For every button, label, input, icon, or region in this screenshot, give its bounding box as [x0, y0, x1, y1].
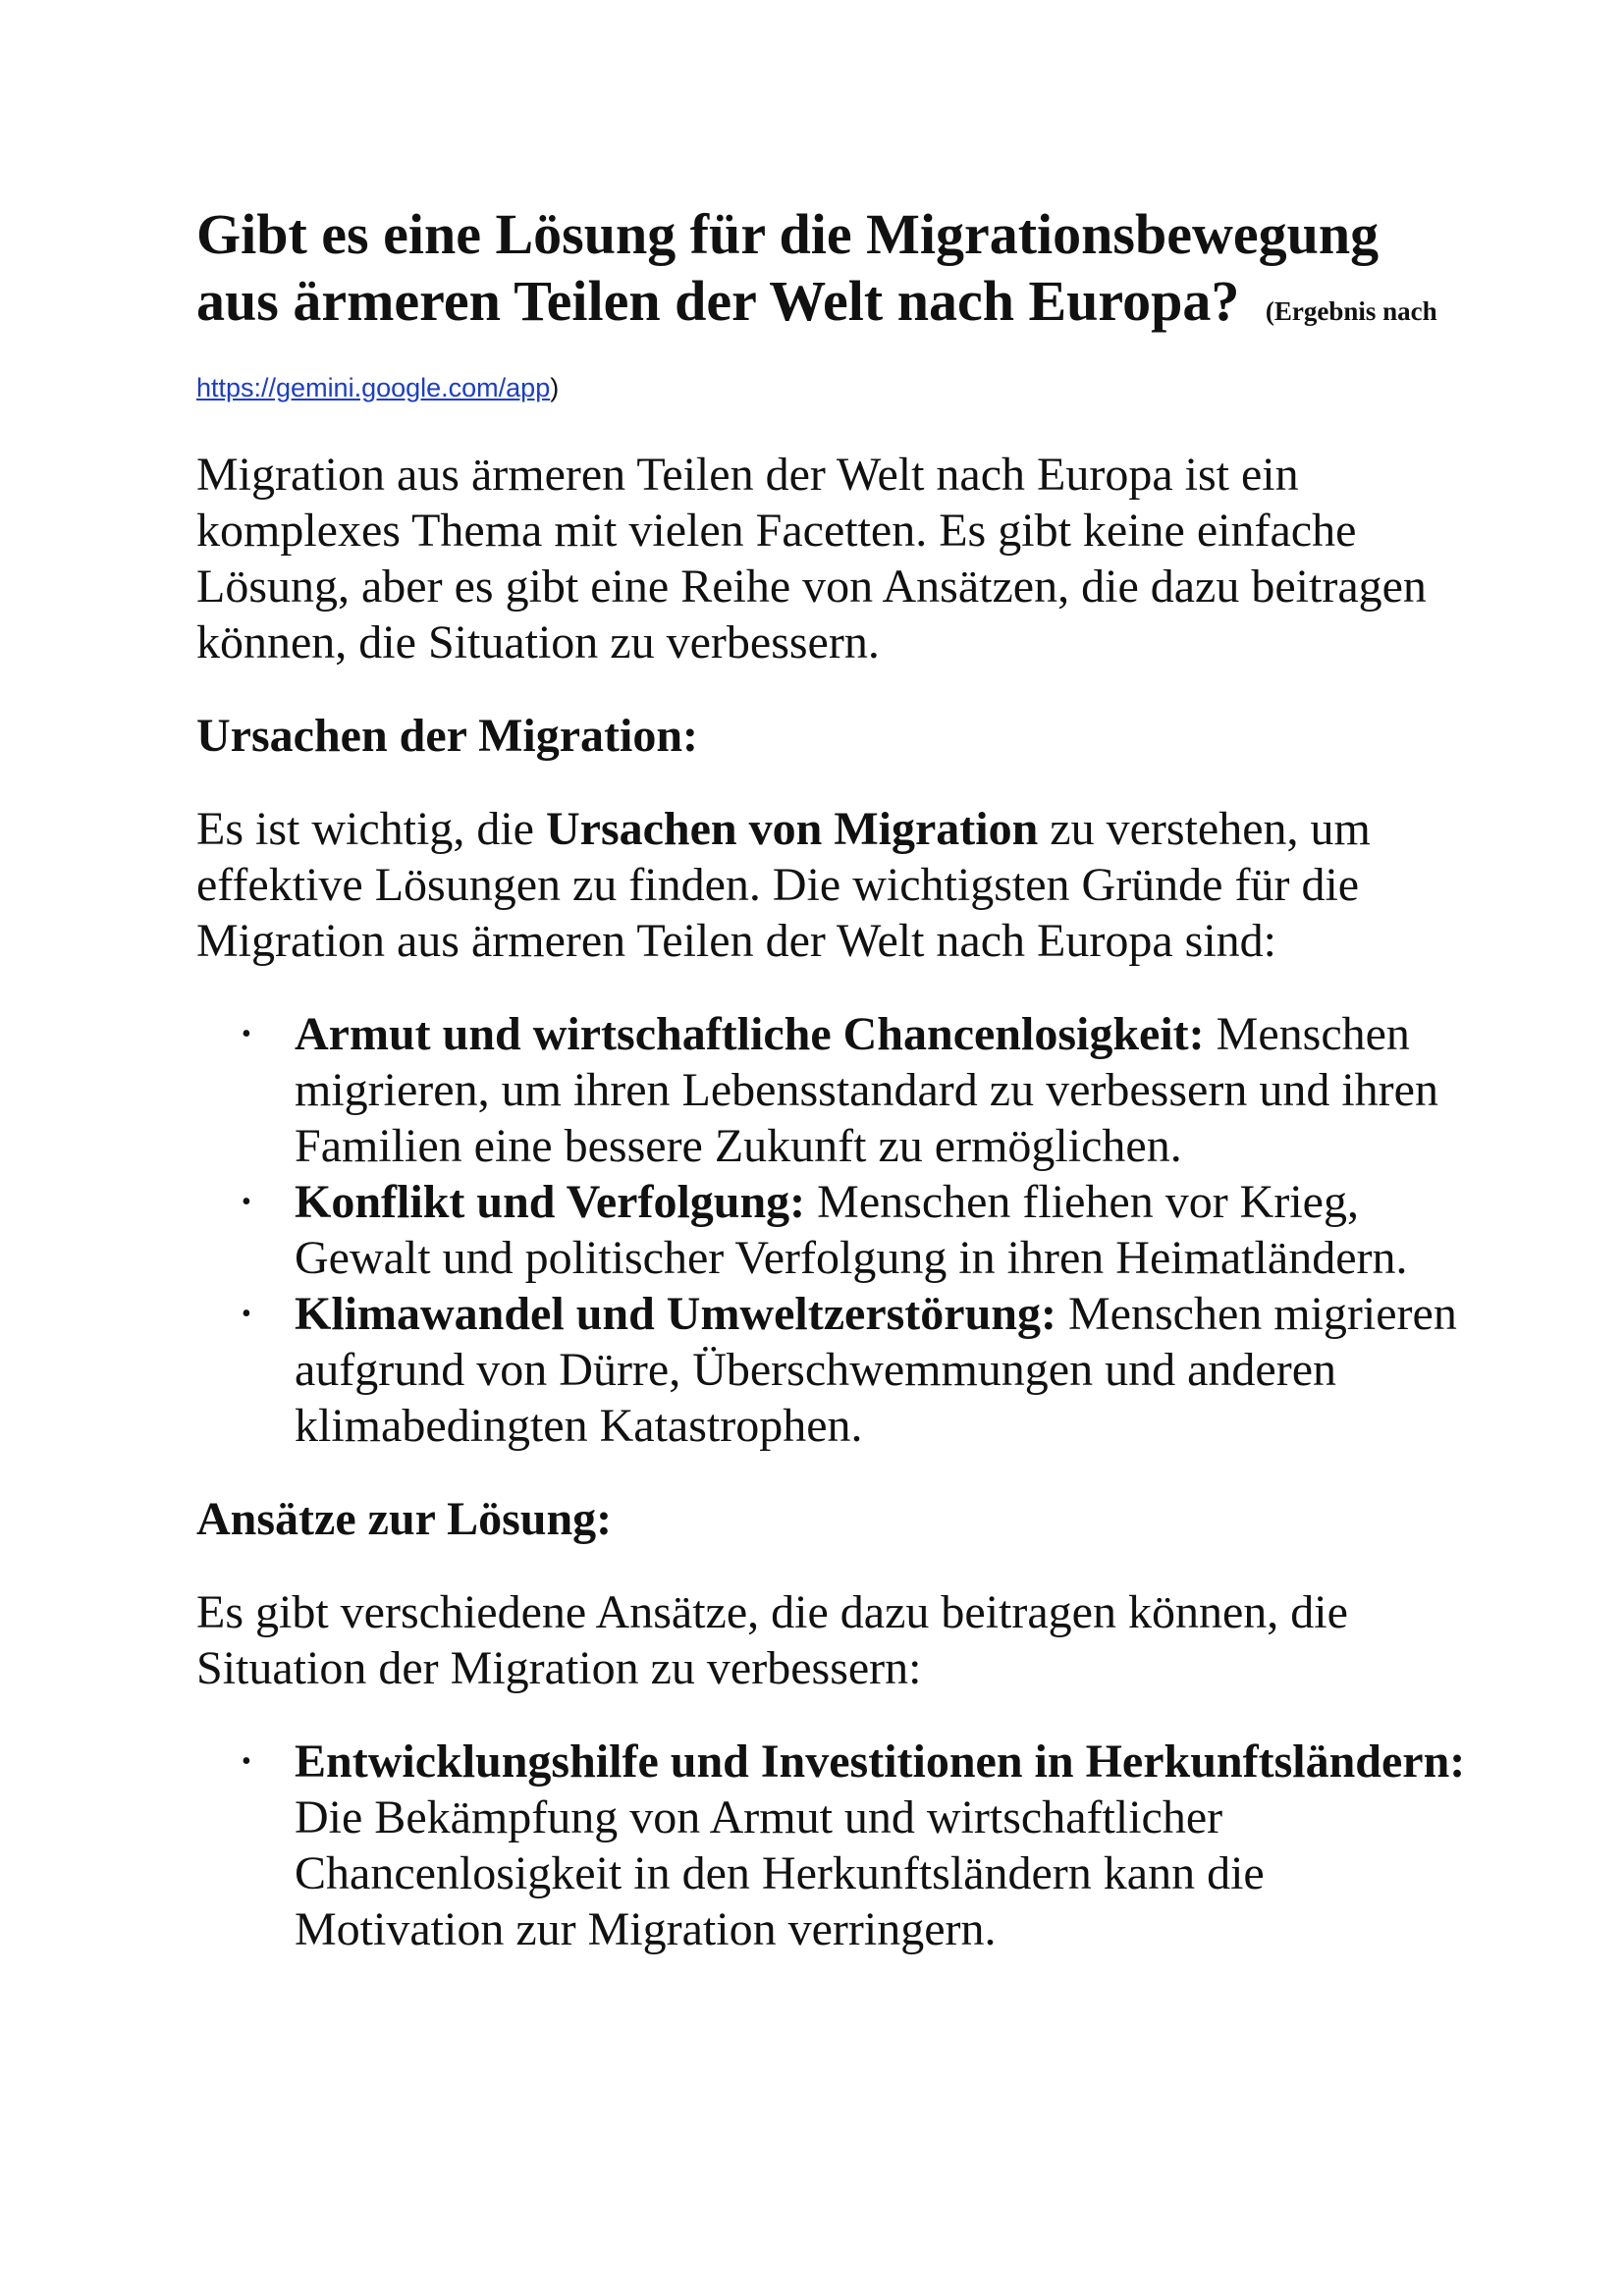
source-link[interactable]: https://gemini.google.com/app [196, 373, 551, 402]
list-item [196, 1174, 1473, 1286]
list-item-text: Menschen migrieren aufgrund von Dürre, Überschwemmungen und anderen klimabedingten Katastrophen. [295, 1288, 1457, 1452]
list-item-text: Die Bekämpfung von Armut und wirtschaftlicher Chancenlosigkeit in den Herkunftsländern kann die Motivation zur Migration verringern. [295, 1791, 1265, 1955]
list-item-bold: Klimawandel und Umweltzerstörung: [295, 1288, 1056, 1340]
causes-text-bold: Ursachen von Migration [545, 803, 1039, 855]
causes-text-after: zu verstehen, um effektive Lösungen zu finden. Die wichtigsten Gründe für die Migration aus ärmeren Teilen der Welt nach Europa sind: [196, 803, 1371, 967]
list-item-text: Menschen migrieren, um ihren Lebensstandard zu verbessern und ihren Familien eine bessere Zukunft zu ermöglichen. [295, 1008, 1438, 1172]
list-item [196, 1286, 1473, 1454]
document-title [196, 201, 1473, 421]
causes-text-before: Es ist wichtig, die [196, 803, 534, 855]
title-text: Gibt es eine Lösung für die Migrationsbewegung aus ärmeren Teilen der Welt nach Europa? [196, 202, 1380, 333]
bullet-icon: • [242, 1019, 251, 1049]
document-page [196, 201, 1473, 1995]
list-item-text: Menschen fliehen vor Krieg, Gewalt und politischer Verfolgung in ihren Heimatländern. [295, 1176, 1408, 1284]
causes-list [196, 1006, 1473, 1454]
bullet-icon: • [242, 1746, 251, 1777]
solutions-list [196, 1734, 1473, 1957]
solutions-paragraph: Es gibt verschiedene Ansätze, die dazu beitragen können, die Situation der Migration zu verbessern: [196, 1586, 1348, 1694]
list-item-bold: Entwicklungshilfe und Investitionen in Herkunftsländern: [295, 1735, 1466, 1788]
list-item-bold: Armut und wirtschaftliche Chancenlosigkeit: [295, 1008, 1205, 1060]
list-item [196, 1006, 1473, 1174]
bullet-icon: • [242, 1299, 251, 1329]
source-suffix: ) [550, 373, 560, 402]
causes-heading: Ursachen der Migration: [196, 710, 699, 762]
list-item-bold: Konflikt und Verfolgung: [295, 1176, 806, 1228]
list-item [196, 1734, 1473, 1957]
causes-paragraph [196, 801, 1473, 969]
intro-paragraph: Migration aus ärmeren Teilen der Welt nach Europa ist ein komplexes Thema mit vielen Facetten. Es gibt keine einfache Lösung, aber es gibt eine Reihe von Ansätzen, die dazu beitragen können, die Situation zu verbessern. [196, 449, 1427, 668]
bullet-icon: • [242, 1187, 251, 1217]
source-prefix: (Ergebnis nach [1265, 296, 1437, 326]
solutions-heading: Ansätze zur Lösung: [196, 1493, 613, 1545]
